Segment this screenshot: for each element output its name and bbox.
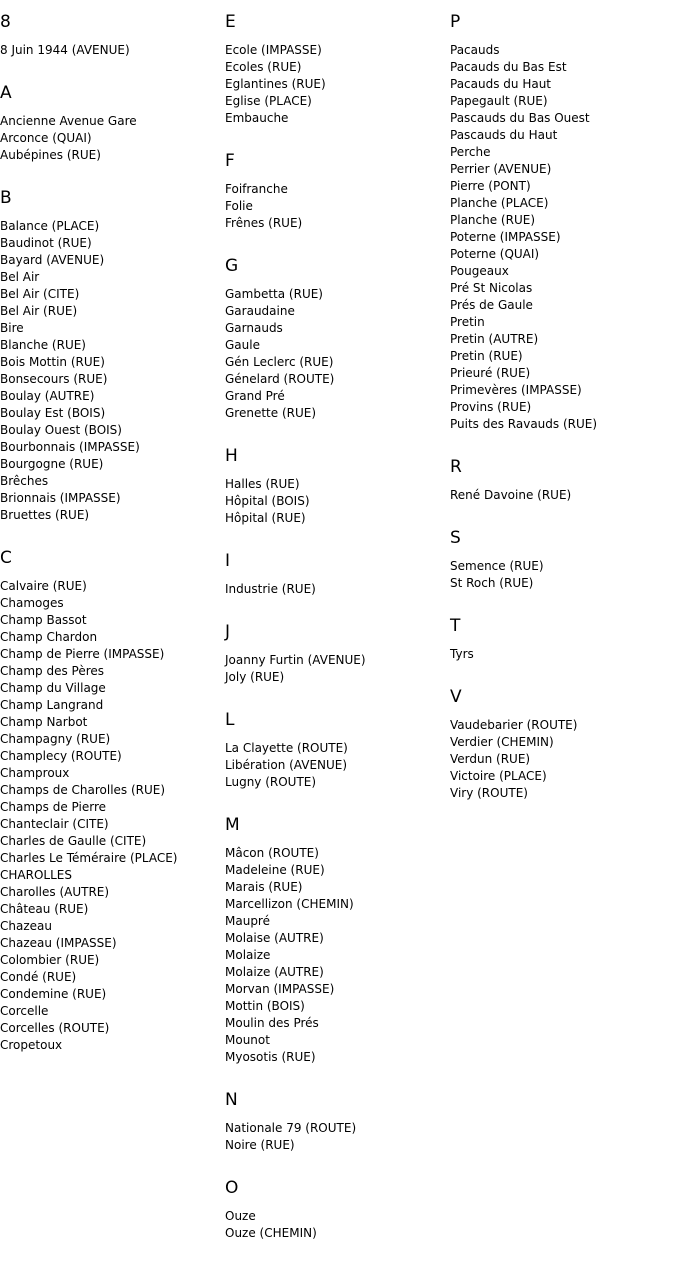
street-link[interactable]: Viry (ROUTE) [450, 786, 528, 800]
street-link[interactable]: Ecole (IMPASSE) [225, 43, 322, 57]
street-link[interactable]: Molaize (AUTRE) [225, 965, 324, 979]
street-link[interactable]: Bois Mottin (RUE) [0, 355, 105, 369]
street-link[interactable]: Corcelle [0, 1004, 49, 1018]
street-link[interactable]: Gaule [225, 338, 260, 352]
street-link[interactable]: Champ de Pierre (IMPASSE) [0, 647, 165, 661]
street-list [225, 1208, 447, 1242]
letter-group-l [225, 710, 447, 791]
street-link[interactable]: Pascauds du Haut [450, 128, 558, 142]
letter-group-t [450, 616, 675, 663]
street-link[interactable]: Tyrs [450, 647, 474, 661]
street-link[interactable]: Champ du Village [0, 681, 106, 695]
street-link[interactable]: Champlecy (ROUTE) [0, 749, 122, 763]
street-link[interactable]: Champ Bassot [0, 613, 87, 627]
street-link[interactable]: Blanche (RUE) [0, 338, 86, 352]
street-link[interactable]: Gén Leclerc (RUE) [225, 355, 334, 369]
street-link[interactable]: Champ des Pères [0, 664, 105, 678]
street-list [225, 581, 447, 598]
street-link[interactable]: Corcelles (ROUTE) [0, 1021, 110, 1035]
street-link[interactable]: Balance (PLACE) [0, 219, 100, 233]
letter-heading: V [450, 687, 462, 707]
letter-group-n [225, 1090, 447, 1154]
street-link[interactable]: Boulay (AUTRE) [0, 389, 95, 403]
street-link[interactable]: Bayard (AVENUE) [0, 253, 105, 267]
street-link[interactable]: Poterne (QUAI) [450, 247, 540, 261]
letter-heading: T [450, 616, 461, 636]
street-link[interactable]: Ouze (CHEMIN) [225, 1226, 317, 1240]
street-list [450, 717, 675, 802]
street-link[interactable]: Génelard (ROUTE) [225, 372, 335, 386]
street-link[interactable]: Baudinot (RUE) [0, 236, 92, 250]
street-link[interactable]: Arconce (QUAI) [0, 131, 92, 145]
letter-heading: S [450, 528, 461, 548]
letter-group-r [450, 457, 675, 504]
street-list [225, 476, 447, 527]
street-link[interactable]: Champ Narbot [0, 715, 88, 729]
street-link[interactable]: Brêches [0, 474, 49, 488]
street-link[interactable]: Mottin (BOIS) [225, 999, 305, 1013]
street-link[interactable]: Bourbonnais (IMPASSE) [0, 440, 140, 454]
street-link[interactable]: Madeleine (RUE) [225, 863, 325, 877]
street-link[interactable]: Garaudaine [225, 304, 295, 318]
street-link[interactable]: Château (RUE) [0, 902, 89, 916]
letter-heading: J [225, 622, 231, 642]
street-link[interactable]: Brionnais (IMPASSE) [0, 491, 121, 505]
letter-heading: F [225, 151, 235, 171]
index-column-3 [450, 12, 675, 802]
street-link[interactable]: Pretin (RUE) [450, 349, 523, 363]
letter-heading: 8 [0, 12, 11, 32]
group-spacer [225, 232, 447, 256]
street-link[interactable]: Calvaire (RUE) [0, 579, 87, 593]
group-spacer [225, 686, 447, 710]
street-link[interactable]: Marais (RUE) [225, 880, 303, 894]
letter-heading: M [225, 815, 240, 835]
group-spacer [225, 791, 447, 815]
street-link[interactable]: Pierre (PONT) [450, 179, 531, 193]
street-list [450, 487, 675, 504]
street-link[interactable]: Morvan (IMPASSE) [225, 982, 335, 996]
street-link[interactable]: Molaize [225, 948, 271, 962]
letter-heading: N [225, 1090, 238, 1110]
street-link[interactable]: Bourgogne (RUE) [0, 457, 104, 471]
street-link[interactable]: CHAROLLES [0, 868, 72, 882]
street-link[interactable]: Joly (RUE) [225, 670, 285, 684]
street-link[interactable]: Pré St Nicolas [450, 281, 533, 295]
street-list [0, 578, 222, 1054]
street-link[interactable]: Provins (RUE) [450, 400, 532, 414]
group-spacer [225, 422, 447, 446]
letter-group-a [0, 83, 222, 164]
letter-heading: R [450, 457, 462, 477]
street-list [225, 845, 447, 1066]
street-link[interactable]: Chanteclair (CITE) [0, 817, 109, 831]
letter-group-c [0, 548, 222, 1054]
group-spacer [225, 598, 447, 622]
letter-group-i [225, 551, 447, 598]
letter-group-j [225, 622, 447, 686]
street-link[interactable]: Charolles (AUTRE) [0, 885, 110, 899]
street-link[interactable]: Hôpital (BOIS) [225, 494, 310, 508]
index-column-2 [225, 12, 447, 1242]
street-link[interactable]: Bel Air (CITE) [0, 287, 80, 301]
street-link[interactable]: Perrier (AVENUE) [450, 162, 552, 176]
street-link[interactable]: Bruettes (RUE) [0, 508, 90, 522]
street-link[interactable]: Ecoles (RUE) [225, 60, 302, 74]
letter-group-p [450, 12, 675, 433]
street-link[interactable]: Champroux [0, 766, 70, 780]
street-list [225, 286, 447, 422]
street-link[interactable]: Foifranche [225, 182, 288, 196]
street-link[interactable]: Condé (RUE) [0, 970, 77, 984]
street-link[interactable]: Gambetta (RUE) [225, 287, 323, 301]
street-link[interactable]: Pougeaux [450, 264, 509, 278]
street-link[interactable]: Ancienne Avenue Gare [0, 114, 137, 128]
group-spacer [450, 663, 675, 687]
street-link[interactable]: Colombier (RUE) [0, 953, 100, 967]
street-link[interactable]: Bel Air (RUE) [0, 304, 78, 318]
letter-group-f [225, 151, 447, 232]
street-link[interactable]: Bonsecours (RUE) [0, 372, 108, 386]
letter-heading: L [225, 710, 235, 730]
letter-group-e [225, 12, 447, 127]
street-link[interactable]: Moulin des Prés [225, 1016, 319, 1030]
street-list [225, 181, 447, 232]
street-link[interactable]: Poterne (IMPASSE) [450, 230, 561, 244]
letter-heading: G [225, 256, 239, 276]
letter-group-o [225, 1178, 447, 1242]
street-link[interactable]: Vaudebarier (ROUTE) [450, 718, 578, 732]
street-link[interactable]: St Roch (RUE) [450, 576, 534, 590]
street-link[interactable]: Nationale 79 (ROUTE) [225, 1121, 357, 1135]
street-list [450, 558, 675, 592]
street-link[interactable]: Pascauds du Bas Ouest [450, 111, 590, 125]
index-column-1 [0, 12, 222, 1054]
street-link[interactable]: Hôpital (RUE) [225, 511, 306, 525]
street-link[interactable]: Bire [0, 321, 24, 335]
street-list [450, 42, 675, 433]
group-spacer [225, 1066, 447, 1090]
street-link[interactable]: Charles Le Téméraire (PLACE) [0, 851, 178, 865]
street-link[interactable]: Pacauds [450, 43, 500, 57]
street-link[interactable]: Joanny Furtin (AVENUE) [225, 653, 366, 667]
group-spacer [450, 592, 675, 616]
street-link[interactable]: La Clayette (ROUTE) [225, 741, 348, 755]
street-link[interactable]: Mâcon (ROUTE) [225, 846, 319, 860]
street-link[interactable]: Halles (RUE) [225, 477, 300, 491]
street-list [0, 113, 222, 164]
street-link[interactable]: Industrie (RUE) [225, 582, 316, 596]
street-link[interactable]: Verdun (RUE) [450, 752, 531, 766]
street-link[interactable]: Marcellizon (CHEMIN) [225, 897, 354, 911]
letter-heading: H [225, 446, 238, 466]
street-link[interactable]: Pacauds du Haut [450, 77, 552, 91]
street-link[interactable]: Verdier (CHEMIN) [450, 735, 554, 749]
street-link[interactable]: Prés de Gaule [450, 298, 533, 312]
group-spacer [450, 433, 675, 457]
group-spacer [0, 59, 222, 83]
letter-group-v [450, 687, 675, 802]
street-link[interactable]: Chamoges [0, 596, 64, 610]
street-link[interactable]: Garnauds [225, 321, 283, 335]
group-spacer [0, 164, 222, 188]
street-link[interactable]: Grenette (RUE) [225, 406, 317, 420]
street-link[interactable]: Charles de Gaulle (CITE) [0, 834, 147, 848]
street-list [225, 740, 447, 791]
street-link[interactable]: Champagny (RUE) [0, 732, 111, 746]
street-list [0, 218, 222, 524]
letter-heading: I [225, 551, 231, 571]
street-link[interactable]: Eglise (PLACE) [225, 94, 312, 108]
street-link[interactable]: Chazeau (IMPASSE) [0, 936, 117, 950]
street-list [0, 42, 222, 59]
street-link[interactable]: Perche [450, 145, 491, 159]
street-link[interactable]: Embauche [225, 111, 289, 125]
street-link[interactable]: Boulay Ouest (BOIS) [0, 423, 122, 437]
street-link[interactable]: Cropetoux [0, 1038, 63, 1052]
street-link[interactable]: Ouze [225, 1209, 256, 1223]
street-link[interactable]: Champ Langrand [0, 698, 104, 712]
group-spacer [225, 127, 447, 151]
letter-group-8 [0, 12, 222, 59]
street-link[interactable]: Libération (AVENUE) [225, 758, 348, 772]
street-link[interactable]: Prieuré (RUE) [450, 366, 531, 380]
street-link[interactable]: Pacauds du Bas Est [450, 60, 567, 74]
street-link[interactable]: Champs de Pierre [0, 800, 106, 814]
street-link[interactable]: Condemine (RUE) [0, 987, 107, 1001]
street-link[interactable]: Myosotis (RUE) [225, 1050, 316, 1064]
street-link[interactable]: 8 Juin 1944 (AVENUE) [0, 43, 130, 57]
street-link[interactable]: Champ Chardon [0, 630, 98, 644]
letter-group-m [225, 815, 447, 1066]
letter-heading: O [225, 1178, 239, 1198]
street-link[interactable]: René Davoine (RUE) [450, 488, 572, 502]
street-link[interactable]: Frênes (RUE) [225, 216, 303, 230]
street-link[interactable]: Noire (RUE) [225, 1138, 295, 1152]
street-link[interactable]: Aubépines (RUE) [0, 148, 101, 162]
street-link[interactable]: Chazeau [0, 919, 52, 933]
street-list [225, 652, 447, 686]
street-link[interactable]: Bel Air [0, 270, 40, 284]
group-spacer [0, 524, 222, 548]
letter-heading: A [0, 83, 12, 103]
letter-group-h [225, 446, 447, 527]
group-spacer [225, 527, 447, 551]
letter-group-b [0, 188, 222, 524]
street-link[interactable]: Maupré [225, 914, 270, 928]
street-link[interactable]: Victoire (PLACE) [450, 769, 547, 783]
street-link[interactable]: Mounot [225, 1033, 270, 1047]
letter-heading: B [0, 188, 12, 208]
group-spacer [225, 1154, 447, 1178]
street-list [450, 646, 675, 663]
street-list [225, 42, 447, 127]
letter-heading: C [0, 548, 12, 568]
street-link[interactable]: Lugny (ROUTE) [225, 775, 317, 789]
letter-group-g [225, 256, 447, 422]
street-link[interactable]: Folie [225, 199, 253, 213]
street-link[interactable]: Planche (PLACE) [450, 196, 549, 210]
street-link[interactable]: Primevères (IMPASSE) [450, 383, 582, 397]
letter-heading: E [225, 12, 236, 32]
street-link[interactable]: Champs de Charolles (RUE) [0, 783, 166, 797]
letter-heading: P [450, 12, 461, 32]
letter-group-s [450, 528, 675, 592]
street-link[interactable]: Pretin (AUTRE) [450, 332, 539, 346]
group-spacer [450, 504, 675, 528]
street-link[interactable]: Pretin [450, 315, 485, 329]
street-link[interactable]: Eglantines (RUE) [225, 77, 326, 91]
street-list [225, 1120, 447, 1154]
street-link[interactable]: Papegault (RUE) [450, 94, 548, 108]
street-link[interactable]: Semence (RUE) [450, 559, 544, 573]
street-link[interactable]: Boulay Est (BOIS) [0, 406, 106, 420]
street-link[interactable]: Molaise (AUTRE) [225, 931, 324, 945]
street-link[interactable]: Puits des Ravauds (RUE) [450, 417, 598, 431]
street-link[interactable]: Planche (RUE) [450, 213, 535, 227]
street-link[interactable]: Grand Pré [225, 389, 285, 403]
